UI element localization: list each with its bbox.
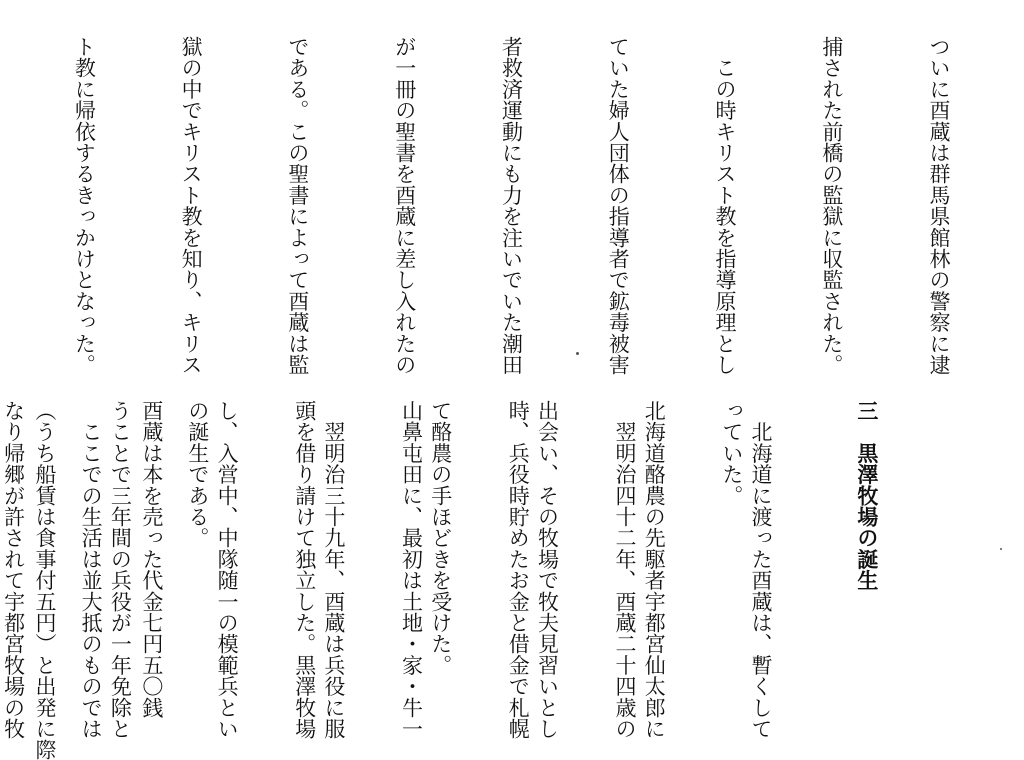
text-column: 北海道に渡った酉蔵は、暫くして: [749, 400, 774, 740]
text-column: ト教に帰依するきっかけとなった。: [72, 36, 97, 376]
text-column: 北海道酪農の先駆者宇都宮仙太郎に: [642, 400, 667, 740]
text-column: である。この聖書によって酉蔵は監: [285, 36, 310, 376]
text-column: て酪農の手ほどきを受けた。: [428, 400, 453, 676]
scan-speck: [1000, 548, 1002, 550]
text-column: ここでの生活は並大抵のものでは: [79, 400, 104, 740]
text-column: なり帰郷が許されて宇都宮牧場の牧: [1, 400, 26, 740]
text-column: [0, 400, 1, 730]
text-column: し、入営中、中隊随一の模範兵とい: [215, 400, 240, 740]
text-column: 捕された前橋の監獄に収監された。: [819, 36, 844, 376]
text-column: ていた婦人団体の指導者で鉱毒被害: [606, 36, 631, 376]
text-column: 者救済運動にも力を注いでいた潮田: [499, 36, 524, 376]
text-column: 翌明治四十二年、酉蔵二十四歳の: [613, 400, 638, 740]
text-column: が一冊の聖書を酉蔵に差し入れたの: [392, 36, 417, 376]
text-column: っていた。: [719, 400, 744, 506]
text-column: 頭を借り請けて独立した。黒澤牧場: [292, 400, 317, 740]
text-column-opening: ついに酉蔵は群馬県館林の警察に逮: [927, 36, 951, 376]
text-column: 出会い、その牧場で牧夫見習いとし: [535, 400, 560, 740]
text-column: （うち船賃は食事付五円）と出発に際: [33, 400, 58, 760]
text-column: うことで三年間の兵役が一年免除と: [108, 400, 133, 740]
text-column: 翌明治三十九年、酉蔵は兵役に服: [321, 400, 346, 740]
scan-speck: [576, 352, 579, 355]
section-heading: 三 黒澤牧場の誕生: [854, 400, 880, 591]
text-column: 山鼻屯田に、最初は土地・家・牛一: [399, 400, 424, 740]
upper-text-block: [40, 36, 920, 376]
text-column: この時キリスト教を指導原理とし: [713, 36, 738, 376]
text-column: の誕生である。: [185, 400, 210, 549]
text-column: 酉蔵は本を売った代金七円五〇銭: [139, 400, 164, 718]
text-column: 獄の中でキリスト教を知り、キリス: [179, 36, 204, 376]
text-column: 時、兵役時貯めたお金と借金で札幌: [506, 400, 531, 740]
